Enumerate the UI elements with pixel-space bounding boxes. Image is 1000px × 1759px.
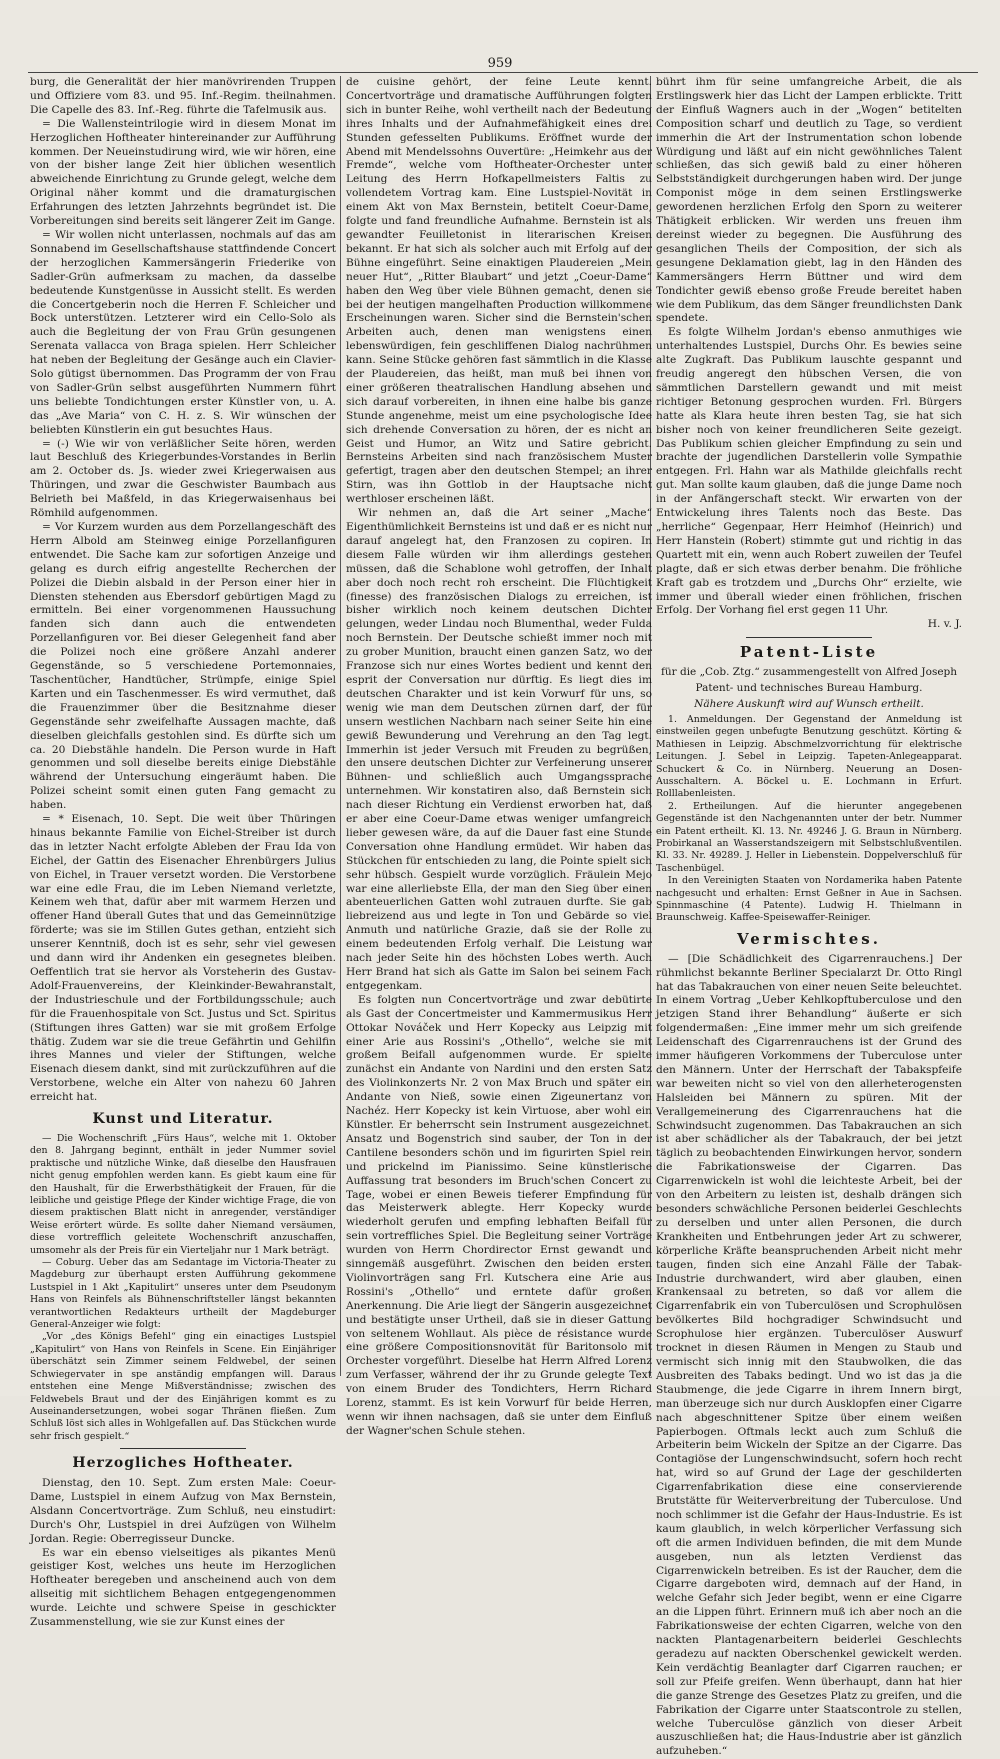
column-divider-left xyxy=(340,76,341,1376)
author-signature: H. v. J. xyxy=(927,618,962,631)
patent-subheading: Patent- und technisches Bureau Hamburg. xyxy=(695,682,923,695)
article-paragraph: — Coburg. Ueber das am Sedantage im Victoria-Theater zu Magdeburg zur überhaupt ersten Aufführung gekommene Lustspiel in 1 Akt „Kapitulirt“ unseres unter dem Pseudonym Hans von Reinfels als Bühnenschriftsteller längst bekannten verantwortlichen Redakteurs urtheilt der Magdeburger General-Anzeiger wie folgt: xyxy=(30,1257,336,1331)
patent-paragraph: 2. Ertheilungen. Auf die hierunter angegebenen Gegenstände ist den Nachgenannten unter der betr. Nummer ein Patent ertheilt. Kl. 13. Nr. 49246 J. G. Braun in Nürnberg. Probirkanal an Wasserstandszeigern mit Selbstschlußventilen. Kl. 33. Nr. 49289. J. Heller in Liebenstein. Doppelverschluß für Taschenbügel. xyxy=(656,800,962,874)
patent-note: Nähere Auskunft wird auf Wunsch ertheilt. xyxy=(694,697,924,710)
article-paragraph: Dienstag, den 10. Sept. Zum ersten Male: Coeur-Dame, Lustspiel in einem Aufzug von Max Bernstein, Alsdann Concertvorträge. Zum Schluß, neu einstudirt: Durch's Ohr, Lustspiel in drei Aufzügen von Wilhelm Jordan. Regie: Oberregisseur Duncke. xyxy=(30,1477,336,1545)
column-middle xyxy=(346,76,652,1437)
section-heading-vermischtes: Vermischtes. xyxy=(737,929,881,948)
section-heading-kunst: Kunst und Literatur. xyxy=(92,1111,274,1128)
column-right xyxy=(656,76,962,1758)
article-paragraph: = * Eisenach, 10. Sept. Die weit über Thüringen hinaus bekannte Familie von Eichel-Streiber ist durch das in letzter Nacht erfolgte Ableben der Frau Ida von Eichel, der Gattin des Eisenacher Ehrenbürgers Julius von Eichel, in Trauer versetzt worden. Die Verstorbene war eine edle Frau, die im Leben Niemand verletzte, Keinem weh that, dafür aber mit warmem Herzen und offener Hand überall Gutes that und das Gemeinnützige förderte; was sie im Stillen Gutes gethan, entzieht sich unserer Kenntniß, doch ist es sehr, sehr viel gewesen und dann wird ihr Andenken ein gesegnetes bleiben. Oeffentlich trat sie hervor als Vorsteherin des Gustav-Adolf-Frauenvereins, der Kleinkinder-Bewahranstalt, der Industrieschule und der Fortbildungsschule; auch für die Frauenhospitale von Sct. Justus und Sct. Spiritus (Stiftungen ihres Gatten) war sie mit großem Erfolge thätig. Zudem war sie die treue Gefährtin und Gehilfin ihres Mannes und vieler der Stiftungen, welche Eisenach diesem dankt, sind mit zurückzuführen auf die Verstorbene, welche ein Alter von nahezu 60 Jahren erreicht hat. xyxy=(30,813,336,1104)
column-left xyxy=(30,76,336,1629)
article-paragraph: = Die Wallensteintrilogie wird in diesem Monat im Herzoglichen Hoftheater hintereinander zur Aufführung kommen. Der Neueinstudirung wird, wie wir hören, eine von der bisher lange Zeit hier üblichen wesentlich abweichende Einrichtung zu Grunde gelegt, welche dem Original näher kommt und die dramaturgischen Erfahrungen des letzten Jahrzehnts begründet ist. Die Vorbereitungen sind bereits seit längerer Zeit im Gange. xyxy=(30,117,336,228)
article-paragraph: bührt ihm für seine umfangreiche Arbeit, die als Erstlingswerk hier das Licht der Lampen erblickte. Tritt der Einfluß Wagners auch in der „Wogen“ betitelten Composition scharf und deutlich zu Tage, so verdient immerhin die Art der Instrumentation schon lobende Würdigung und läßt auf ein nicht gewöhnliches Talent schließen, das sich gewiß bald zu einer höheren Selbstständigkeit durchgerungen haben wird. Der junge Componist möge in dem seinen Erstlingswerke gewordenen herzlichen Erfolg den Sporn zu weiterer Thätigkeit erblicken. Wir werden uns freuen ihm dereinst wieder zu begegnen. Die Ausführung des gesanglichen Theils der Composition, der sich als gesungene Deklamation giebt, lag in den Händen des Kammersängers Herrn Büttner und wird dem Tondichter gewiß ebenso große Freude bereitet haben wie dem Publikum, das dem Sänger freundlichsten Dank spendete. xyxy=(656,76,962,325)
article-paragraph: burg, die Generalität der hier manövrirenden Truppen und Offiziere vom 83. und 95. Inf.-Regim. theilnahmen. Die Capelle des 83. Inf.-Reg. führte die Tafelmusik aus. xyxy=(30,76,336,116)
section-heading-patent: Patent-Liste xyxy=(739,643,879,662)
section-heading-theater: Herzogliches Hoftheater. xyxy=(72,1455,294,1472)
article-paragraph: Wir nehmen an, daß die Art seiner „Mache“ Eigenthümlichkeit Bernsteins ist und daß er es nicht nur darauf angelegt hat, den Franzosen zu copiren. In diesem Falle würden wir ihm allerdings gestehen müssen, daß die Schablone wohl getroffen, der Inhalt aber doch noch recht roh erscheint. Die Flüchtigkeit (finesse) des französischen Dialogs zu erreichen, ist bisher wirklich noch keinem deutschen Dichter gelungen, weder Lindau noch Blumenthal, weder Fulda noch Bernstein. Der Deutsche schießt immer noch mit zu grober Munition, braucht einen ganzen Satz, wo der Franzose sich nur eines Wortes bedient und kennt den esprit der Conversation nur dürftig. Es liegt dies im deutschen Charakter und ist kein Vorwurf für uns, so wenig wie man dem Deutschen zürnen darf, der für unsern westlichen Nachbarn nach seiner Seite hin eine gewiß Bewunderung und Verehrung an den Tag legt. Immerhin ist jeder Versuch mit Freuden zu begrüßen, den unsere deutschen Dichter zur Verfeinerung unserer Bühnen- und schließlich auch Umgangssprache unternehmen. Wir konstatiren also, daß Bernstein sich nach dieser Richtung ein Verdienst erworben hat, daß er aber eine Coeur-Dame etwas weniger umfangreich lieber gewesen wäre, da auf die Dauer fast eine Stunde Conversation ohne Handlung ermüdet. Wir haben das Stückchen für entschieden zu lang, die Pointe spielt sich sehr hübsch. Gespielt wurde vorzüglich. Fräulein Mejo war eine allerliebste Ella, der man den Sieg über einen abenteuerlichen Gatten wohl zutrauen durfte. Sie gab liebreizend aus und legte in Ton und Gebärde so viel Anmuth und natürliche Grazie, daß sie der Rolle zu einem bedeutenden Erfolg verhalf. Die Leistung war nach jeder Seite hin des höchsten Lobes werth. Auch Herr Brand hat sich als Gatte im Salon bei seinem Fach entgegenkam. xyxy=(346,507,652,992)
article-paragraph: de cuisine gehört, der feine Leute kennt. Concertvorträge und dramatische Aufführungen folgten sich in bunter Reihe, wohl vertheilt nach der Bedeutung ihres Inhalts und der Aufnahmefähigkeit eines drei Stunden gefesselten Publikums. Eröffnet wurde der Abend mit Mendelssohns Ouvertüre: „Heimkehr aus der Fremde“, welche vom Hoftheater-Orchester unter Leitung des Herrn Hofkapellmeisters Faltis zu vollendetem Vortrag kam. Eine Lustspiel-Novität in einem Akt von Max Bernstein, betitelt Coeur-Dame, folgte und fand freundliche Aufnahme. Bernstein ist als gewandter Feuilletonist in literarischen Kreisen bekannt. Er hat sich als solcher auch mit Erfolg auf der Bühne eingeführt. Seine einaktigen Plaudereien „Mein neuer Hut“, „Ritter Blaubart“ und jetzt „Coeur-Dame“ haben den Weg über viele Bühnen gemacht, denen sie bei der heutigen mangelhaften Production willkommene Erscheinungen waren. Sicher sind die Bernstein'schen Arbeiten auch, denen man wenigstens einen lebenswürdigen, fein geschliffenen Dialog nachrühmen kann. Seine Stücke gehören fast sämmtlich in die Klasse der Plaudereien, das heißt, man muß bei ihnen von einer größeren theatralischen Handlung absehen und sich darauf vorbereiten, in ihnen eine halbe bis ganze Stunde angenehme, meist um eine psychologische Idee sich drehende Conversation zu hören, der es nicht an Geist und Humor, an Witz und Satire gebricht. Bernsteins Arbeiten sind nach französischem Muster gefertigt, tragen aber den deutschen Stempel; an ihrer Stirn, was ihn Gottlob in der Hauptsache nicht werthloser erscheinen läßt. xyxy=(346,76,652,506)
section-rule xyxy=(120,1448,246,1449)
patent-paragraph: 1. Anmeldungen. Der Gegenstand der Anmeldung ist einstweilen gegen unbefugte Benutzung geschützt. Körting & Mathiesen in Leipzig. Abschmelzvorrichtung für elektrische Leitungen. J. Sebel in Leipzig. Tapeten-Anlegeapparat. Schuckert & Co. in Nürnberg. Neuerung an Dosen-Ausschaltern. A. Böckel u. E. Lochmann in Erfurt. Rolllabenleisten. xyxy=(656,713,962,800)
article-paragraph: — [Die Schädlichkeit des Cigarrenrauchens.] Der rühmlichst bekannte Berliner Specialarzt Dr. Otto Ringl hat das Tabakrauchen von einer neuen Seite beleuchtet. In einem Vortrag „Ueber Kehlkopftuberculose und den jetzigen Stand ihrer Behandlung“ äußerte er sich folgendermaßen: „Eine immer mehr um sich greifende Leidenschaft des Cigarrenrauchens ist der Grund des immer häufigeren Vorkommens der Tuberculose unter den Männern. Unter der Herrschaft der Tabakspfeife war beweiten nicht so viel von den allerheterogensten Halsleiden bei Männern zu spüren. Mit der Verallgemeinerung des Cigarrenrauchens hat die Schwindsucht zugenommen. Das Tabakrauchen an sich ist aber schädlicher als der Tabakrauch, der bei jetzt täglich zu beobachtenden Einwirkungen hervor, sondern die Fabrikationsweise der Cigarren. Das Cigarrenwickeln ist wohl die leichteste Arbeit, bei der von den Arbeitern zu leisten ist, deshalb drängen sich besonders schwächliche Personen beiderlei Geschlechts zu derselben und unter allen Personen, die durch Krankheiten und Entbehrungen jeder Art zu schwerer, körperliche Kräfte beanspruchenden Arbeit nicht mehr taugen, finden sich eine Anzahl Fälle der Tabak-Industrie durchwandert, wird aber glauben, einen Krankensaal zu betreten, so daß vor allem die Cigarrenfabrik ein von Tuberculösen und Scrophulösen bevölkertes Bild hochgradiger Schwindsucht und Scrophulose hier ergänzen. Tuberculöser Auswurf trocknet in diesen Räumen in Mengen zu Staub und vermischt sich innig mit den Staubwolken, die das Ausbreiten des Tabaks bedingt. Und wo ist das ja die Staubmenge, die jede Cigarre in ihrem Innern birgt, man überzeuge sich nur durch Ausklopfen einer Cigarre nach abgeschnittener Spitze über einem weißen Papierbogen. Oftmals leckt auch zum Schluß die Arbeiterin beim Wickeln der Spitze an der Cigarre. Das Contagiöse der Lungenschwindsucht, sofern hoch recht hat, wird so auf Grund der Lage der geschilderten Cigarrenfabrikation diese eine conservierende Brutstätte für Weiterverbreitung der Tuberculose. Und noch schlimmer ist die Gefahr der Haus-Industrie. Es ist kaum glaublich, in welch körperlicher Verfassung sich oft die armen Individuen befinden, die mit dem Munde ausgeben, nun als letzten Verdienst das Cigarrenwickeln betreiben. Es ist der Raucher, dem die Cigarre dargeboten wird, demnach auf der Hand, in welche Gefahr sich Jeder begibt, wenn er eine Cigarre an die Lippen führt. Erinnern muß ich aber noch an die Fabrikationsweise der echten Cigarren, welche von den nackten Plantagenarbeitern beiderlei Geschlechts geradezu auf nackten Oberschenkel gewickelt werden. Kein verdächtig Beanlagter darf Cigarren rauchen; er soll zur Pfeife greifen. Wenn überhaupt, dann hat hier die ganze Strenge des Gesetzes Platz zu greifen, und die Fabrikation der Cigarre unter Staatscontrole zu stellen, welche Tuberculöse gänzlich von dieser Arbeit auszuschließen hat; die Haus-Industrie aber ist gänzlich aufzuheben.“ xyxy=(656,952,962,1758)
article-paragraph: Es war ein ebenso vielseitiges als pikantes Menü geistiger Kost, welches uns heute im Herzoglichen Hoftheater beregeben und anscheinend auch von dem allseitig mit sichtlichem Behagen entgegengenommen wurde. Leichte und schwere Speise in geschickter Zusammenstellung, wie sie zur Kunst eines der xyxy=(30,1546,336,1629)
article-paragraph: = (-) Wie wir von verläßlicher Seite hören, werden laut Beschluß des Kriegerbundes-Vorstandes in Berlin am 2. October ds. Js. wieder zwei Kriegerwaisen aus Thüringen, und zwar die Geschwister Baumbach aus Belrieth bei Maßfeld, in das Kriegerwaisenhaus bei Römhild aufgenommen. xyxy=(30,437,336,520)
quote-paragraph: „Vor „des Königs Befehl“ ging ein einactiges Lustspiel „Kapitulirt“ von Hans von Reinfels in Scene. Ein Einjähriger überschätzt sein Zimmer seinem Feldwebel, der seinen Schwiegervater in spe anständig empfangen will. Daraus entstehen eine Menge Mißverständnisse; zwischen des Feldwebels Braut und der des Einjährigen kommt es zu Auseinandersetzungen, wobei sogar Thränen fließen. Zum Schluß löst sich alles in Wohlgefallen auf. Das Stückchen wurde sehr frisch gespielt.“ xyxy=(30,1331,336,1442)
article-paragraph: — Die Wochenschrift „Fürs Haus“, welche mit 1. Oktober den 8. Jahrgang beginnt, enthält in jeder Nummer soviel praktische und nützliche Winke, daß dieselbe den Hausfrauen nicht genug empfohlen werden kann. Es giebt kaum eine für den Haushalt, für die Erwerbsthätigkeit der Frauen, für die leibliche und geistige Pflege der Kinder wichtige Frage, die von diesem praktischen Blatt nicht in anregender, verständiger Weise erörtert würde. Es sollte daher Niemand versäumen, diese vortrefflich geleitete Wochenschrift anzuschaffen, umsomehr als der Preis für ein Vierteljahr nur 1 Mark beträgt. xyxy=(30,1132,336,1256)
article-paragraph: Es folgten nun Concertvorträge und zwar debütirte als Gast der Concertmeister und Kammermusikus Herr Ottokar Nováček und Herr Kopecky aus Leipzig mit einer Arie aus Rossini's „Othello“, welche sie mit großem Beifall aufgenommen wurde. Er spielte zunächst ein Andante von Nardini und den ersten Satz des Violinkonzerts Nr. 2 von Max Bruch und später ein Andante von Nieß, sowie einen Zigeunertanz von Nachéz. Herr Kopecky ist kein Virtuose, aber wohl ein Künstler. Er beherrscht sein Instrument ausgezeichnet. Ansatz und Bogenstrich sind sauber, der Ton in der Cantilene besonders schön und im figurirten Spiel rein und prickelnd im Pianissimo. Seine künstlerische Auffassung trat besonders im Bruch'schen Concert zu Tage, wobei er einen Beweis tieferer Empfindung für das Meisterwerk ablegte. Herr Kopecky wurde wiederholt gerufen und empfing lebhaften Beifall für sein vortreffliches Spiel. Die Begleitung seiner Vorträge wurden von Herrn Chordirector Ernst gewandt und sinngemäß ausgeführt. Zwischen den beiden ersten Violinvorträgen sang Frl. Kutschera eine Arie aus Rossini's „Othello“ und erntete dafür großen Anerkennung. Die Arie liegt der Sängerin ausgezeichnet und bestätigte unser Urtheil, daß sie in dieser Gattung von seltenem Wohllaut. Als pièce de résistance wurde eine größere Compositionsnovität für Baritonsolo mit Orchester vorgeführt. Dieselbe hat Herrn Alfred Lorenz zum Verfasser, während der ihr zu Grunde gelegte Text von einem Bruder des Tondichters, Herrn Richard Lorenz, stammt. Es ist kein Vorwurf für beide Herren, wenn wir ihnen nachsagen, daß sie unter dem Einfluß der Wagner'schen Schule stehen. xyxy=(346,993,652,1437)
article-paragraph: = Wir wollen nicht unterlassen, nochmals auf das am Sonnabend im Gesellschaftshause stattfindende Concert der herzoglichen Kammersängerin Friederike von Sadler-Grün aufmerksam zu machen, da dasselbe bedeutende Kunstgenüsse in Aussicht stellt. Es werden die Concertgeberin noch die Herren F. Schleicher und Bock unterstützen. Letzterer wird ein Cello-Solo als auch die Begleitung der von Frau Grün gesungenen Serenata vallacca von Braga spielen. Herr Schleicher hat neben der Begleitung der Gesänge auch ein Clavier-Solo gütigst übernommen. Das Programm der von Frau von Sadler-Grün selbst ausgeführten Nummern führt uns beliebte Tondichtungen erster Künstler von, u. A. das „Ave Maria“ von C. H. z. S. Wir wünschen der beliebten Künstlerin ein gut besuchtes Haus. xyxy=(30,228,336,436)
header-rule xyxy=(28,72,978,73)
article-paragraph: Es folgte Wilhelm Jordan's ebenso anmuthiges wie unterhaltendes Lustspiel, Durchs Ohr. Es bewies seine alte Zugkraft. Das Publikum lauschte gespannt und freudig angeregt den hübschen Versen, die von sämmtlichen Darstellern gewandt und mit meist richtiger Betonung gesprochen wurden. Frl. Bürgers hatte als Klara heute ihren besten Tag, sie hat sich bisher noch von keiner freundlicheren Seite gezeigt. Das Publikum schien gleicher Empfindung zu sein und brachte der jugendlichen Darstellerin volle Sympathie entgegen. Frl. Hahn war als Mathilde gleichfalls recht gut. Man sollte kaum glauben, daß die junge Dame noch in der Anfängerschaft steckt. Wir erwarten von der Entwickelung ihres Talents noch das Beste. Das „herrliche“ Gegenpaar, Herr Heimhof (Heinrich) und Herr Hanstein (Robert) stimmte gut und richtig in das Quartett mit ein, wenn auch Robert zuweilen der Teufel plagte, daß er sich etwas derber benahm. Die fröhliche Kraft gab es trotzdem und „Durchs Ohr“ erzielte, wie immer und überall wieder einen fröhlichen, frischen Erfolg. Der Vorhang fiel erst gegen 11 Uhr. xyxy=(656,326,962,617)
page-number: 959 xyxy=(487,56,513,71)
article-paragraph: = Vor Kurzem wurden aus dem Porzellangeschäft des Herrn Albold am Steinweg einige Porzellanfiguren entwendet. Die Sache kam zur sofortigen Anzeige und gelang es durch eifrig angestellte Recherchen der Polizei die Diebin alsbald in der Person einer hier in Diensten stehenden aus Ebersdorf gebürtigen Magd zu ermitteln. Bei einer vorgenommenen Haussuchung fanden sich dann auch die entwendeten Porzellanfiguren vor. Bei dieser Gelegenheit fand aber die Polizei noch eine größere Anzahl anderer Gegenstände, so 5 verschiedene Portemonnaies, Taschentücher, Handtücher, Strümpfe, einige Spiel Karten und ein Taschenmesser. Es wird vermuthet, daß die Frauenzimmer über die Besitznahme dieser Gegenstände sehr zweifelhafte Aussagen machte, daß dieselben gleichfalls gestohlen sind. Es dürfte sich um ca. 20 Diebstähle handeln. Die Person wurde in Haft genommen und soll dieselbe bereits einige Diebstähle während der Untersuchung eingeräumt haben. Die Polizei scheint somit einen guten Fang gemacht zu haben. xyxy=(30,521,336,812)
section-rule xyxy=(746,637,872,638)
patent-subheading: für die „Cob. Ztg.“ zusammengestellt von Alfred Joseph xyxy=(660,666,958,679)
patent-paragraph: In den Vereinigten Staaten von Nordamerika haben Patente nachgesucht und erhalten: Ernst Geßner in Aue in Sachsen. Spinnmaschine (4 Patente). Ludwig H. Thielmann in Braunschweig. Kaffee-Speisewaffer-Reiniger. xyxy=(656,875,962,924)
